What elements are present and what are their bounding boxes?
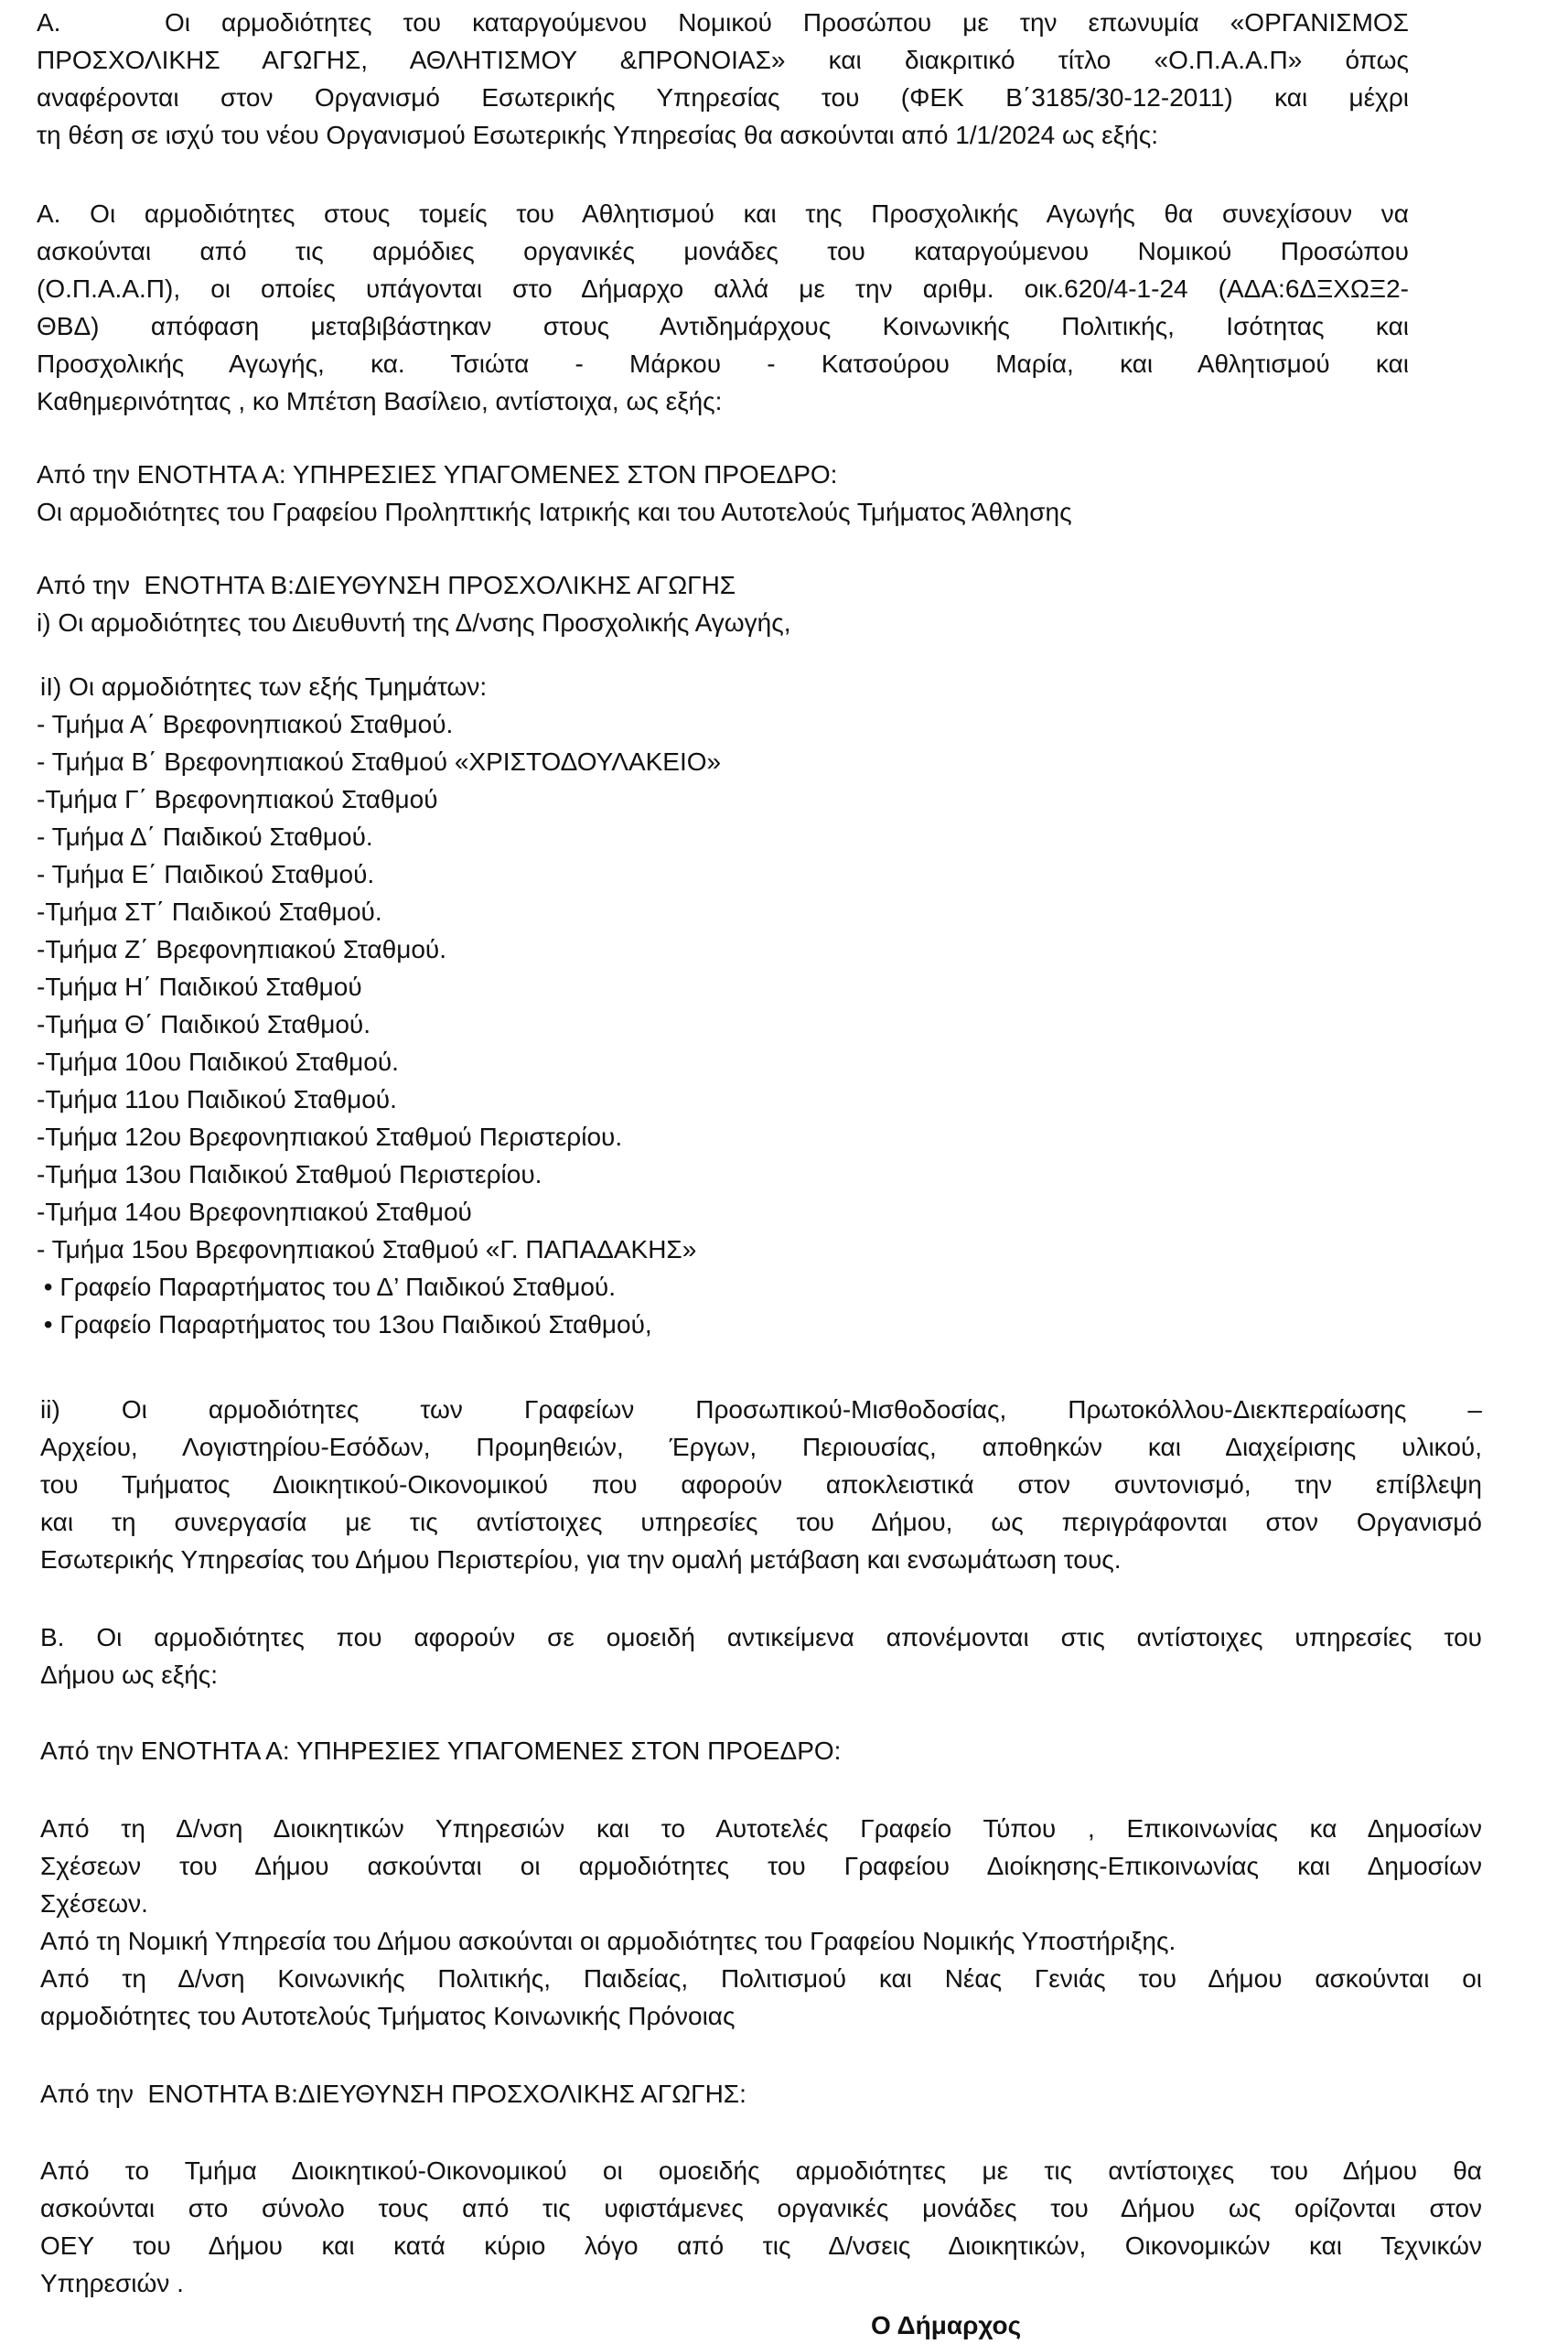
department-item: - Τμήμα Β΄ Βρεφονηπιακού Σταθμού «ΧΡΙΣΤΟΔΟΥΛΑΚΕΙΟ»: [37, 747, 722, 776]
departments-list: [37, 668, 1409, 1343]
unit-a-2-line: Σχέσεων.: [40, 1889, 148, 1918]
unit-a-2-line: αρμοδιότητες του Αυτοτελούς Τμήματος Κοινωνικής Πρόνοιας: [40, 2002, 736, 2030]
offices-line: Αρχείου, Λογιστηρίου-Εσόδων, Προμηθειών, Έργων, Περιουσίας, αποθηκών και Διαχείρισης υλικού,: [40, 1433, 1482, 1461]
unit-a-2-line: Από τη Δ/νση Κοινωνικής Πολιτικής, Παιδείας, Πολιτισμού και Νέας Γενιάς του Δήμου ασκούνται οι: [40, 1964, 1482, 1993]
unit-b-2-line: ΟΕΥ του Δήμου και κατά κύριο λόγο από τις Δ/νσεις Διοικητικών, Οικονομικών και Τεχνικών: [40, 2231, 1482, 2260]
department-item: -Τμήμα Θ΄ Παιδικού Σταθμού.: [37, 1010, 371, 1038]
department-item: -Τμήμα 10ου Παιδικού Σταθμού.: [37, 1048, 399, 1076]
item-i-director: i) Οι αρμοδιότητες του Διευθυντή της Δ/νσης Προσχολικής Αγωγής,: [37, 608, 791, 637]
unit-a-2-line: Από τη Νομική Υπηρεσία του Δήμου ασκούνται οι αρμοδιότητες του Γραφείου Νομικής Υποστήριξης.: [40, 1927, 1176, 1955]
unit-b-heading: Από την ΕΝΟΤΗΤΑ Β:ΔΙΕΥΘΥΝΣΗ ΠΡΟΣΧΟΛΙΚΗΣ ΑΓΩΓΗΣ: [37, 571, 736, 599]
intro-line-4: τη θέση σε ισχύ του νέου Οργανισμού Εσωτερικής Υπηρεσίας θα ασκούνται από 1/1/2024 ως εξής:: [37, 121, 1159, 149]
department-item: -Τμήμα 14ου Βρεφονηπιακού Σταθμού: [37, 1198, 472, 1226]
unit-a-text: Οι αρμοδιότητες του Γραφείου Προληπτικής Ιατρικής και του Αυτοτελούς Τμήματος Άθλησης: [37, 498, 1072, 526]
unit-b-2-heading: Από την ΕΝΟΤΗΤΑ Β:ΔΙΕΥΘΥΝΣΗ ΠΡΟΣΧΟΛΙΚΗΣ ΑΓΩΓΗΣ:: [40, 2080, 746, 2108]
section-a-paragraph: [37, 195, 1409, 420]
unit-a-president: [37, 456, 1409, 531]
item-ii-offices-paragraph: [40, 1391, 1482, 1578]
section-b-line: Β. Οι αρμοδιότητες που αφορούν σε ομοειδή αντικείμενα απονέμονται στις αντίστοιχες υπηρεσίες του: [40, 1623, 1482, 1651]
section-a-line: Καθημερινότητας , κο Μπέτση Βασίλειο, αντίστοιχα, ως εξής:: [37, 387, 723, 415]
signature-title: [871, 2306, 1237, 2344]
department-item: - Τμήμα Α΄ Βρεφονηπιακού Σταθμού.: [37, 710, 454, 738]
section-b-paragraph: [40, 1618, 1482, 1693]
department-item: -Τμήμα Γ΄ Βρεφονηπιακού Σταθμού: [37, 785, 438, 813]
unit-a-president-2: [40, 1732, 1482, 1769]
intro-line-1: Α. Οι αρμοδιότητες του καταργούμενου Νομικού Προσώπου με την επωνυμία «ΟΡΓΑΝΙΣΜΟΣ: [37, 4, 1409, 41]
unit-b-preschool: [37, 566, 1409, 641]
unit-a-2-heading: Από την ΕΝΟΤΗΤΑ Α: ΥΠΗΡΕΣΙΕΣ ΥΠΑΓΟΜΕΝΕΣ ΣΤΟΝ ΠΡΟΕΔΡΟ:: [40, 1736, 842, 1765]
unit-b-preschool-2: [40, 2075, 1482, 2113]
section-a-line: ΘΒΔ) απόφαση μεταβιβάστηκαν στους Αντιδημάρχους Κοινωνικής Πολιτικής, Ισότητας και: [37, 312, 1409, 340]
section-a-line: (Ο.Π.Α.Α.Π), οι οποίες υπάγονται στο Δήμαρχο αλλά με την αριθμ. οικ.620/4-1-24 (ΑΔΑ:6ΔΞΧΩΞ2-: [37, 274, 1409, 303]
item-ii-heading: iI) Οι αρμοδιότητες των εξής Τμημάτων:: [40, 672, 488, 701]
unit-a-heading: Από την ΕΝΟΤΗΤΑ Α: ΥΠΗΡΕΣΙΕΣ ΥΠΑΓΟΜΕΝΕΣ ΣΤΟΝ ΠΡΟΕΔΡΟ:: [37, 460, 838, 489]
unit-a-2-line: Από τη Δ/νση Διοικητικών Υπηρεσιών και το Αυτοτελές Γραφείο Τύπου , Επικοινωνίας κα Δημοσίων: [40, 1814, 1482, 1843]
offices-line: ii) Οι αρμοδιότητες των Γραφείων Προσωπικού-Μισθοδοσίας, Πρωτοκόλλου-Διεκπεραίωσης –: [40, 1395, 1482, 1424]
section-a-line: Α. Οι αρμοδιότητες στους τομείς του Αθλητισμού και της Προσχολικής Αγωγής θα συνεχίσουν να: [37, 199, 1409, 228]
intro-line-3: αναφέρονται στον Οργανισμό Εσωτερικής Υπηρεσίας του (ΦΕΚ Β΄3185/30-12-2011) και μέχρι: [37, 83, 1409, 112]
department-item: -Τμήμα Ζ΄ Βρεφονηπιακού Σταθμού.: [37, 935, 447, 963]
unit-b-2-line: Υπηρεσιών .: [40, 2269, 184, 2297]
offices-line: και τη συνεργασία με τις αντίστοιχες υπηρεσίες του Δήμου, ως περιγράφονται στον Οργανισμό: [40, 1508, 1482, 1536]
department-item: - Τμήμα Δ΄ Παιδικού Σταθμού.: [37, 823, 373, 851]
signature-text: Ο Δήμαρχος: [871, 2311, 1022, 2339]
department-item: -Τμήμα 13ου Παιδικού Σταθμού Περιστερίου.: [37, 1160, 542, 1188]
annex-office-item: • Γραφείο Παραρτήματος του Δ’ Παιδικού Σταθμού.: [37, 1273, 617, 1301]
intro-paragraph: [37, 4, 1409, 154]
section-a-line: ασκούνται από τις αρμόδιες οργανικές μονάδες του καταργούμενου Νομικού Προσώπου: [37, 237, 1409, 265]
section-a-line: Προσχολικής Αγωγής, κα. Τσιώτα - Μάρκου - Κατσούρου Μαρία, και Αθλητισμού και: [37, 349, 1409, 378]
unit-b-2-line: Από το Τμήμα Διοικητικού-Οικονομικού οι ομοειδής αρμοδιότητες με τις αντίστοιχες του Δήμου θα: [40, 2156, 1482, 2185]
unit-a-2-line: Σχέσεων του Δήμου ασκούνται οι αρμοδιότητες του Γραφείου Διοίκησης-Επικοινωνίας και Δημοσίων: [40, 1852, 1482, 1880]
offices-line: του Τμήματος Διοικητικού-Οικονομικού που αφορούν αποκλειστικά στον συντονισμό, την επίβλεψη: [40, 1470, 1482, 1499]
unit-b-2-line: ασκούνται στο σύνολο τους από τις υφιστάμενες οργανικές μονάδες του Δήμου ως ορίζονται στον: [40, 2194, 1482, 2222]
department-item: - Τμήμα Ε΄ Παιδικού Σταθμού.: [37, 860, 375, 888]
unit-b-preschool-2-body: [40, 2152, 1482, 2302]
intro-section-marker: Α.: [37, 8, 61, 37]
department-item: - Τμήμα 15ου Βρεφονηπιακού Σταθμού «Γ. ΠΑΠΑΔΑΚΗΣ»: [37, 1235, 697, 1263]
intro-line-2: ΠΡΟΣΧΟΛΙΚΗΣ ΑΓΩΓΗΣ, ΑΘΛΗΤΙΣΜΟΥ &ΠΡΟΝΟΙΑΣ» και διακριτικό τίτλο «Ο.Π.Α.Α.Π» όπως: [37, 46, 1409, 74]
offices-line: Εσωτερικής Υπηρεσίας του Δήμου Περιστερίου, για την ομαλή μετάβαση και ενσωμάτωση τους.: [40, 1545, 1122, 1574]
annex-office-item: • Γραφείο Παραρτήματος του 13ου Παιδικού Σταθμού,: [37, 1310, 652, 1339]
department-item: -Τμήμα 11ου Παιδικού Σταθμού.: [37, 1085, 397, 1113]
department-item: -Τμήμα Η΄ Παιδικού Σταθμού: [37, 973, 362, 1001]
department-item: -Τμήμα 12ου Βρεφονηπιακού Σταθμού Περιστερίου.: [37, 1123, 623, 1151]
unit-a-president-2-body: [40, 1810, 1482, 2035]
section-b-line: Δήμου ως εξής:: [40, 1661, 219, 1689]
department-item: -Τμήμα ΣΤ΄ Παιδικού Σταθμού.: [37, 898, 382, 926]
